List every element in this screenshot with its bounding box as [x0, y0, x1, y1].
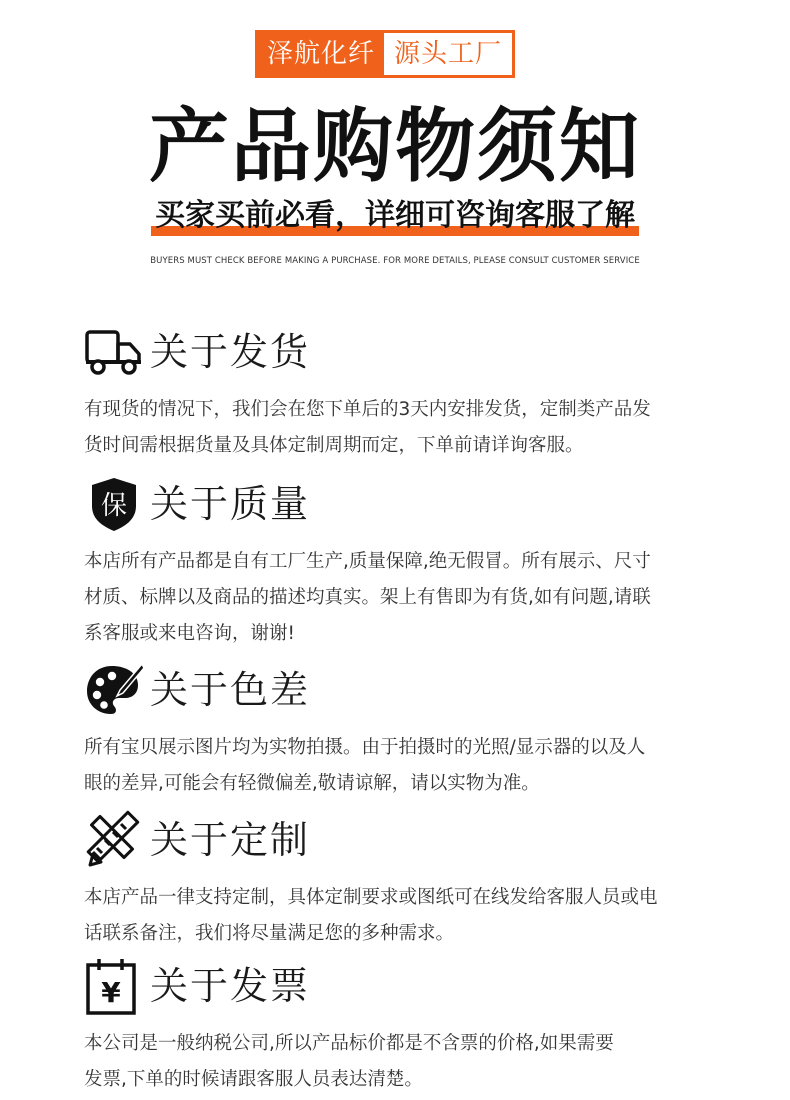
body-line: 话联系备注，我们将尽量满足您的多种需求。 — [84, 923, 455, 944]
pencil-ruler-icon — [84, 810, 144, 870]
brand-tagline: 源头工厂 — [384, 33, 512, 75]
section-quality — [84, 474, 724, 652]
section-title: 关于质量 — [150, 482, 311, 526]
shield-icon — [84, 474, 144, 534]
brand-name: 泽航化纤 — [258, 33, 384, 75]
body-line: 系客服或来电咨询，谢谢! — [84, 623, 295, 644]
body-line: 货时间需根据货量及具体定制周期而定，下单前请详询客服。 — [84, 435, 584, 456]
section-title: 关于色差 — [150, 668, 311, 712]
section-invoice — [84, 956, 724, 1098]
body-line: 所有宝贝展示图片均为实物拍摄。由于拍摄时的光照/显示器的以及人 — [84, 737, 646, 758]
yen-glyph: ¥ — [101, 976, 121, 1009]
palette-icon — [84, 660, 144, 720]
body-line: 材质、标牌以及商品的描述均真实。架上有售即为有货,如有问题,请联 — [84, 587, 651, 608]
brand-banner — [255, 30, 515, 78]
section-title: 关于发货 — [150, 330, 311, 374]
page-title: 产品购物须知 — [149, 100, 641, 193]
page-subtitle: 买家买前必看，详细可咨询客服了解 — [151, 196, 639, 236]
body-line: 发票,下单的时候请跟客服人员表达清楚。 — [84, 1069, 423, 1090]
invoice-icon — [84, 956, 144, 1016]
section-shipping — [84, 322, 724, 464]
truck-icon — [84, 322, 144, 382]
section-body — [84, 544, 724, 652]
section-color-difference — [84, 660, 724, 802]
body-line: 本公司是一般纳税公司,所以产品标价都是不含票的价格,如果需要 — [84, 1033, 614, 1054]
section-body — [84, 880, 724, 952]
body-line: 本店所有产品都是自有工厂生产,质量保障,绝无假冒。所有展示、尺寸 — [84, 551, 651, 572]
shield-icon-glyph: 保 — [100, 491, 128, 521]
section-body — [84, 392, 724, 464]
body-line: 有现货的情况下，我们会在您下单后的3天内安排发货，定制类产品发 — [84, 399, 651, 420]
body-line: 本店产品一律支持定制，具体定制要求或图纸可在线发给客服人员或电 — [84, 887, 658, 908]
section-customization — [84, 810, 724, 952]
english-note: BUYERS MUST CHECK BEFORE MAKING A PURCHASE. FOR MORE DETAILS, PLEASE CONSULT CUSTOMER SERVICE — [150, 256, 640, 266]
section-body — [84, 1026, 724, 1098]
section-title: 关于定制 — [150, 818, 311, 862]
body-line: 眼的差异,可能会有轻微偏差,敬请谅解，请以实物为准。 — [84, 773, 540, 794]
section-body — [84, 730, 724, 802]
section-title: 关于发票 — [150, 964, 311, 1008]
